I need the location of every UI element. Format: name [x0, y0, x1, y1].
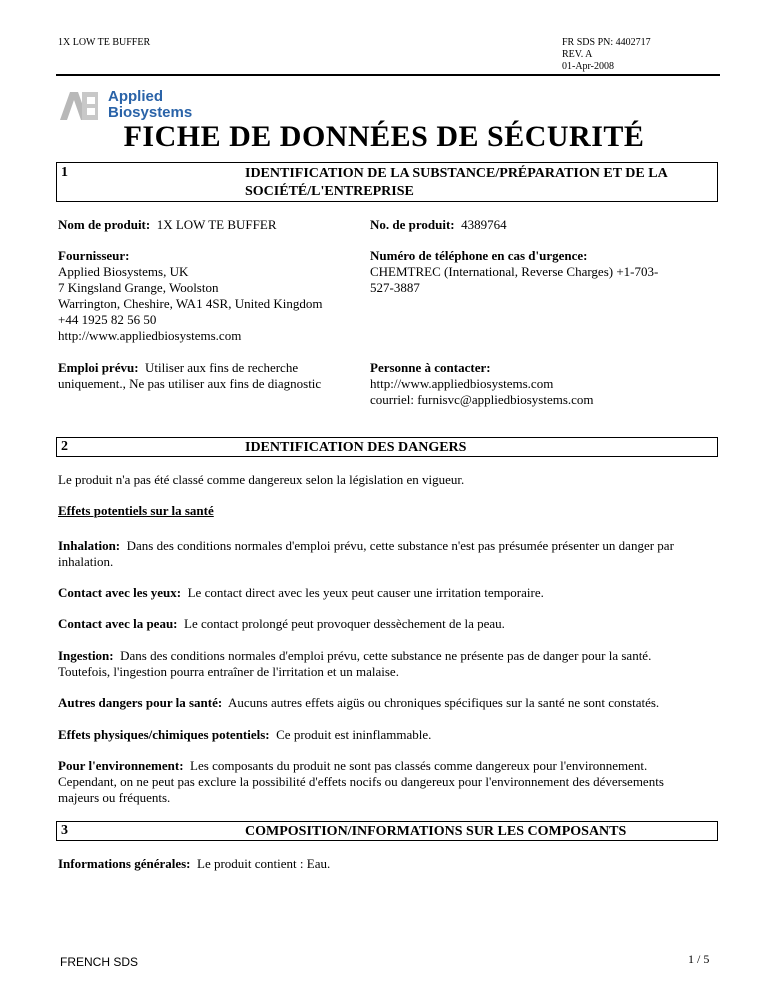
footer-label: FRENCH SDS: [60, 955, 139, 969]
ingestion: [58, 648, 718, 680]
logo-line1: Applied: [108, 88, 163, 105]
logo-line2: Biosystems: [108, 104, 193, 121]
health-effects-heading: Effets potentiels sur la santé: [58, 503, 214, 518]
contact-block: [370, 360, 710, 408]
other-hazards-label: Autres dangers pour la santé:: [58, 695, 223, 710]
environment-effects: [58, 758, 718, 806]
skin-contact: [58, 616, 718, 632]
section-2-header: [56, 437, 718, 457]
section-3-title: COMPOSITION/INFORMATIONS SUR LES COMPOSANTS: [245, 824, 627, 839]
header-rev: REV. A: [562, 49, 593, 60]
skin-contact-text: Le contact prolongé peut provoquer dessèchement de la peau.: [184, 616, 505, 631]
general-information: [58, 856, 718, 872]
section-1-number: 1: [61, 165, 68, 180]
emergency-block: [370, 248, 710, 296]
inhalation-text: Dans des conditions normales d'emploi prévu, cette substance n'est pas présumée présenter un danger par: [126, 538, 674, 553]
contact-email: courriel: furnisvc@appliedbiosystems.com: [370, 392, 594, 407]
physical-chemical-effects: [58, 727, 718, 743]
section-1-header: [56, 162, 718, 202]
ingestion-label: Ingestion:: [58, 648, 114, 663]
header-rule: [56, 74, 720, 76]
product-number-label: No. de produit:: [370, 217, 455, 232]
header-pn: FR SDS PN: 4402717: [562, 37, 651, 48]
environment-text-3: majeurs ou fréquents.: [58, 790, 171, 805]
inhalation: [58, 538, 718, 570]
eye-contact-label: Contact avec les yeux:: [58, 585, 182, 600]
use-line2: uniquement., Ne pas utiliser aux fins de diagnostic: [58, 376, 322, 391]
contact-url: http://www.appliedbiosystems.com: [370, 376, 554, 391]
environment-text: Les composants du produit ne sont pas classés comme dangereux pour l'environnement.: [190, 758, 648, 773]
hazard-intro: Le produit n'a pas été classé comme dangereux selon la législation en vigueur.: [58, 472, 465, 487]
inhalation-label: Inhalation:: [58, 538, 121, 553]
emergency-line2: 527-3887: [370, 280, 420, 295]
product-number: [370, 217, 710, 233]
physical-effects-label: Effets physiques/chimiques potentiels:: [58, 727, 270, 742]
eye-contact-text: Le contact direct avec les yeux peut causer une irritation temporaire.: [187, 585, 544, 600]
product-name-label: Nom de produit:: [58, 217, 151, 232]
product-number-value: 4389764: [461, 217, 507, 232]
header-product: 1X LOW TE BUFFER: [58, 37, 151, 48]
section-2-number: 2: [61, 439, 68, 454]
other-health-hazards: [58, 695, 718, 711]
section-3-header: [56, 821, 718, 841]
environment-text-2: Cependant, on ne peut pas exclure la possibilité d'effets nocifs ou dangereux pour l'environnement des déversements: [58, 774, 664, 789]
section-3-number: 3: [61, 823, 68, 838]
eye-contact: [58, 585, 718, 601]
applied-biosystems-logo: [58, 88, 228, 122]
ingestion-text: Dans des conditions normales d'emploi prévu, cette substance ne présente pas de danger pour la santé.: [120, 648, 652, 663]
product-name: [58, 217, 358, 233]
emergency-line1: CHEMTREC (International, Reverse Charges) +1-703-: [370, 264, 659, 279]
other-hazards-text: Aucuns autres effets aigüs ou chroniques spécifiques sur la santé ne sont constatés.: [228, 695, 660, 710]
section-1-title-line1: IDENTIFICATION DE LA SUBSTANCE/PRÉPARATION ET DE LA: [245, 166, 668, 181]
general-info-label: Informations générales:: [58, 856, 191, 871]
contact-label: Personne à contacter:: [370, 360, 491, 375]
supplier-line: Applied Biosystems, UK: [58, 264, 189, 279]
ab-logo-icon: [58, 88, 106, 122]
use-label: Emploi prévu:: [58, 360, 139, 375]
supplier-label: Fournisseur:: [58, 248, 130, 263]
page-number: 1 / 5: [688, 952, 710, 966]
supplier-line: Warrington, Cheshire, WA1 4SR, United Kingdom: [58, 296, 323, 311]
skin-contact-label: Contact avec la peau:: [58, 616, 178, 631]
section-1-title: [245, 165, 668, 201]
use-line1: Utiliser aux fins de recherche: [145, 360, 299, 375]
document-title: FICHE DE DONNÉES DE SÉCURITÉ: [123, 120, 645, 153]
header-date: 01-Apr-2008: [562, 61, 615, 72]
product-name-value: 1X LOW TE BUFFER: [156, 217, 277, 232]
header-meta: [562, 37, 651, 73]
supplier-block: [58, 248, 358, 344]
emergency-label: Numéro de téléphone en cas d'urgence:: [370, 248, 588, 263]
environment-label: Pour l'environnement:: [58, 758, 184, 773]
section-2-title: IDENTIFICATION DES DANGERS: [245, 440, 467, 455]
section-1-title-line2: SOCIÉTÉ/L'ENTREPRISE: [245, 184, 414, 199]
ingestion-text-2: Toutefois, l'ingestion pourra entraîner de l'irritation et un malaise.: [58, 664, 399, 679]
inhalation-text-2: inhalation.: [58, 554, 114, 569]
intended-use: [58, 360, 358, 392]
supplier-line: +44 1925 82 56 50: [58, 312, 157, 327]
general-info-text: Le produit contient : Eau.: [197, 856, 331, 871]
physical-effects-text: Ce produit est ininflammable.: [276, 727, 432, 742]
supplier-line: 7 Kingsland Grange, Woolston: [58, 280, 219, 295]
supplier-line: http://www.appliedbiosystems.com: [58, 328, 242, 343]
